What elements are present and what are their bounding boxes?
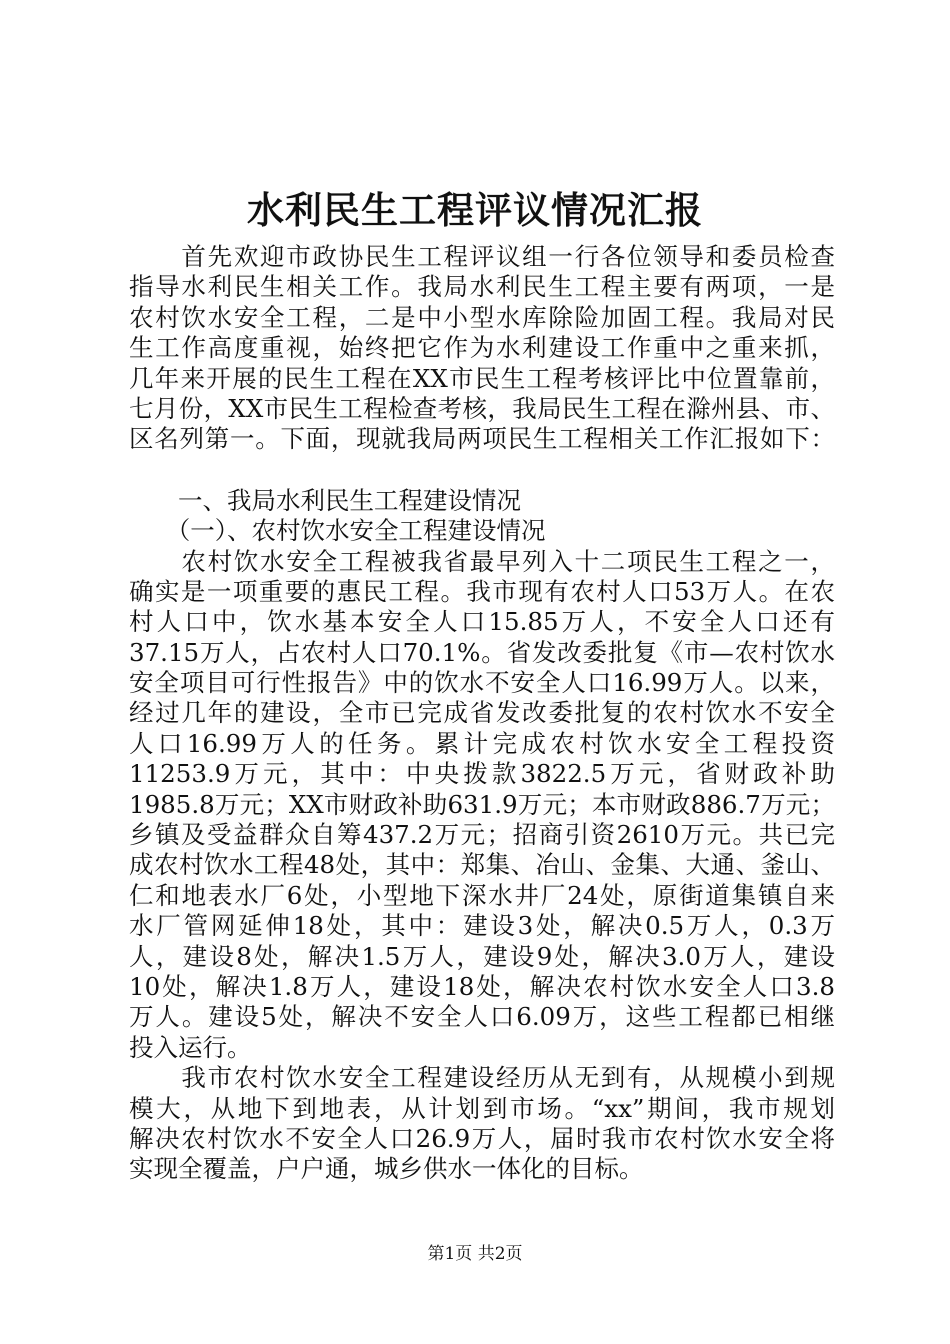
text-line: 水厂管网延伸18处，其中：建设3处，解决0.5万人，0.3万 [129, 911, 835, 941]
text-line: 1985.8万元；XX市财政补助631.9万元；本市财政886.7万元； [129, 789, 835, 819]
text-line: 农村饮水安全工程，二是中小型水库除险加固工程。我局对民 [129, 302, 835, 332]
text-line: 人口16.99万人的任务。累计完成农村饮水安全工程投资 [129, 728, 835, 758]
text-line: 模大，从地下到地表，从计划到市场。“xx”期间，我市规划 [129, 1093, 835, 1123]
text-line: 几年来开展的民生工程在XX市民生工程考核评比中位置靠前， [129, 363, 835, 393]
text-line: 人，建设8处，解决1.5万人，建设9处，解决3.0万人，建设 [129, 941, 835, 971]
text-line: 经过几年的建设，全市已完成省发改委批复的农村饮水不安全 [129, 698, 835, 728]
paragraph-outlook [129, 1063, 835, 1185]
text-line: 七月份，XX市民生工程检查考核，我局民生工程在滁州县、市、 [129, 393, 835, 423]
paragraph-intro [129, 242, 835, 455]
paragraph-rural-water [129, 547, 835, 1064]
document-title: 水利民生工程评议情况汇报 [247, 188, 703, 232]
text-line: 区名列第一。下面，现就我局两项民生工程相关工作汇报如下： [129, 424, 835, 454]
text-line: 我市农村饮水安全工程建设经历从无到有，从规模小到规 [129, 1063, 835, 1093]
subsection-heading: （一）、农村饮水安全工程建设情况 [129, 516, 546, 546]
text-line: 解决农村饮水不安全人口26.9万人，届时我市农村饮水安全将 [129, 1123, 835, 1153]
text-line: 安全项目可行性报告》中的饮水不安全人口16.99万人。以来， [129, 668, 835, 698]
text-line: 万人。建设5处，解决不安全人口6.09万，这些工程都已相继 [129, 1002, 835, 1032]
text-line: 生工作高度重视，始终把它作为水利建设工作重中之重来抓， [129, 333, 835, 363]
text-line: 指导水利民生相关工作。我局水利民生工程主要有两项，一是 [129, 272, 835, 302]
section-heading: 一、我局水利民生工程建设情况 [129, 485, 521, 515]
text-line: 乡镇及受益群众自筹437.2万元；招商引资2610万元。共已完 [129, 820, 835, 850]
page-footer: 第1页 共2页 [427, 1244, 523, 1264]
text-line: 37.15万人，占农村人口70.1%。省发改委批复《市—农村饮水 [129, 637, 835, 667]
text-line: 实现全覆盖，户户通，城乡供水一体化的目标。 [129, 1154, 644, 1184]
text-line: 11253.9万元，其中：中央拨款3822.5万元，省财政补助 [129, 759, 835, 789]
document-body [129, 242, 835, 1185]
text-line: 确实是一项重要的惠民工程。我市现有农村人口53万人。在农 [129, 576, 835, 606]
paragraph-gap [129, 455, 835, 486]
text-line: 首先欢迎市政协民生工程评议组一行各位领导和委员检查 [129, 242, 835, 271]
text-line: 10处，解决1.8万人，建设18处，解决农村饮水安全人口3.8 [129, 971, 835, 1001]
text-line: 仁和地表水厂6处，小型地下深水井厂24处，原街道集镇自来 [129, 880, 835, 910]
text-line: 投入运行。 [129, 1032, 252, 1062]
text-line: 农村饮水安全工程被我省最早列入十二项民生工程之一， [129, 546, 835, 576]
text-line: 成农村饮水工程48处，其中：郑集、冶山、金集、大通、釜山、 [129, 850, 835, 880]
text-line: 村人口中，饮水基本安全人口15.85万人，不安全人口还有 [129, 607, 835, 637]
